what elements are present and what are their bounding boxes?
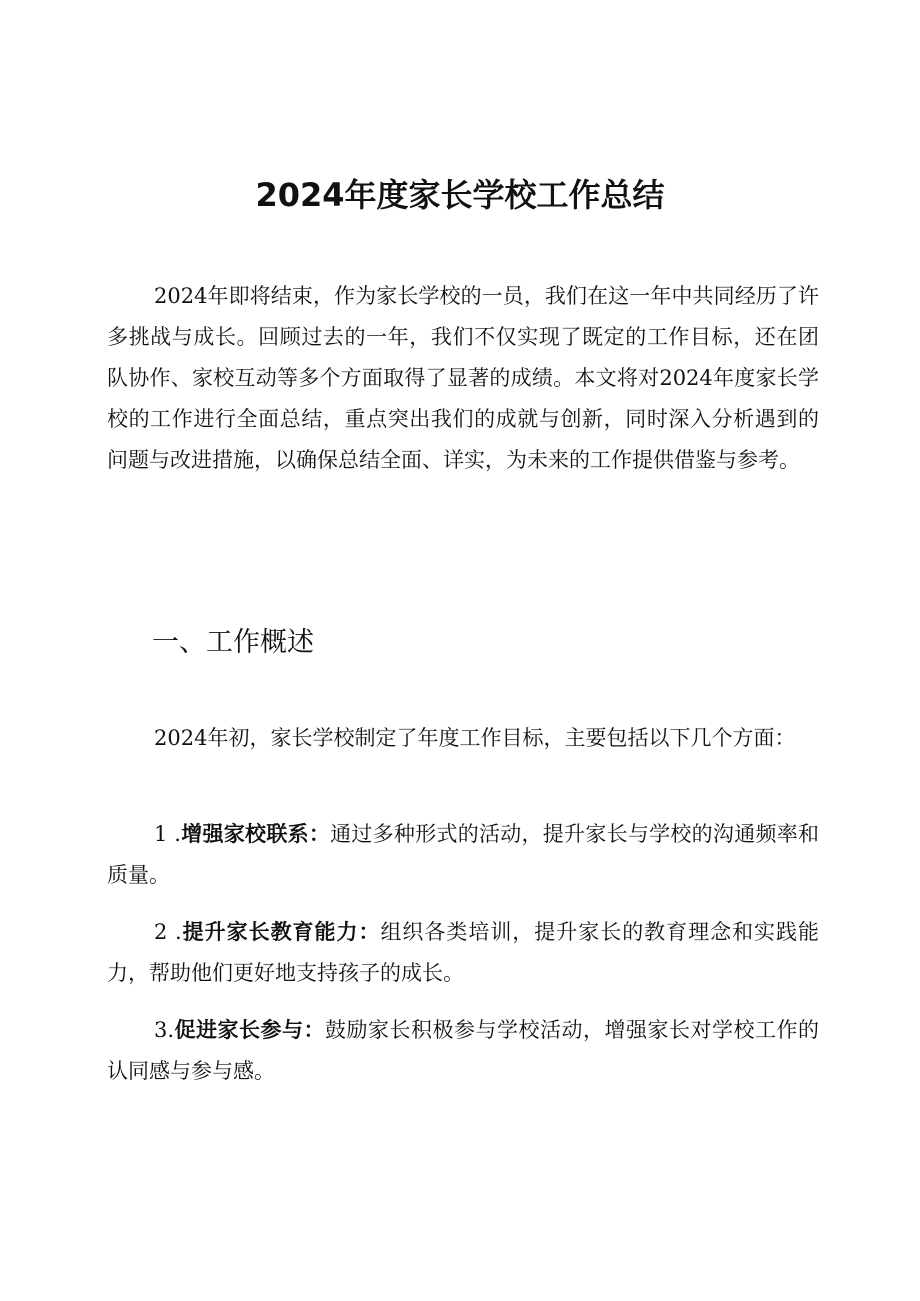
goal-item: [107, 1010, 819, 1092]
goal-number: 2 .: [154, 920, 182, 944]
goal-item: [107, 814, 819, 896]
goal-number: 1 .: [154, 822, 181, 846]
intro-paragraph: 2024年即将结束，作为家长学校的一员，我们在这一年中共同经历了许多挑战与成长。回顾过去的一年，我们不仅实现了既定的工作目标，还在团队协作、家校互动等多个方面取得了显著的成绩。本文将对2024年度家长学校的工作进行全面总结，重点突出我们的成就与创新，同时深入分析遇到的问题与改进措施，以确保总结全面、详实，为未来的工作提供借鉴与参考。: [107, 284, 819, 472]
goal-label: 提升家长教育能力：: [181, 920, 381, 944]
goal-item: [107, 912, 819, 994]
goal-text: 鼓励家长积极参与学校活动，增强家长对学校工作的认同感与参与感。: [107, 1018, 820, 1083]
goal-label: 增强家校联系：: [180, 822, 331, 846]
goal-number: 3.: [154, 1018, 175, 1042]
section-heading-overview: 一、工作概述: [152, 627, 314, 658]
goal-list: [107, 814, 819, 1108]
document-title: 2024年度家长学校工作总结: [255, 176, 665, 214]
goal-label: 促进家长参与：: [174, 1018, 326, 1042]
goal-text: 通过多种形式的活动，提升家长与学校的沟通频率和质量。: [107, 822, 819, 887]
goal-text: 组织各类培训，提升家长的教育理念和实践能力，帮助他们更好地支持孩子的成长。: [107, 920, 819, 985]
goals-lead-paragraph: 2024年初，家长学校制定了年度工作目标，主要包括以下几个方面：: [154, 726, 796, 750]
